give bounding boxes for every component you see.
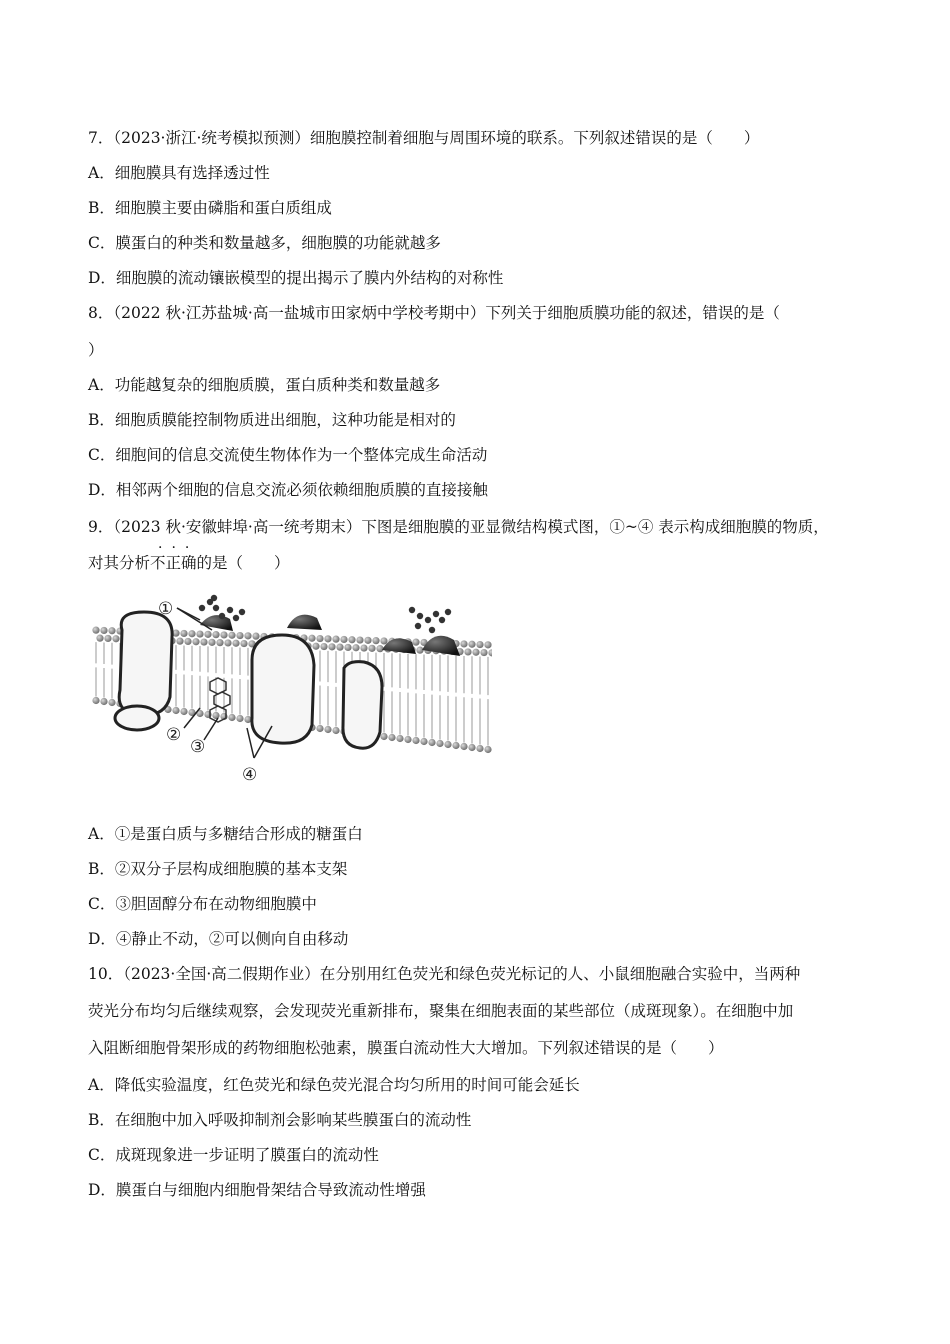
q9-stem-line1: 9．（2023 秋·安徽蚌埠·高一统考期末）下图是细胞膜的亚显微结构模式图，①~④ 表示构成细胞膜的物质， <box>88 518 829 536</box>
q10-stem-line2: 荧光分布均匀后继续观察，会发现荧光重新排布，聚集在细胞表面的某些部位（成斑现象）。在细胞中加 <box>88 1002 794 1020</box>
q10-option-b: B．在细胞中加入呼吸抑制剂会影响某些膜蛋白的流动性 <box>88 1111 472 1129</box>
q9-stem-line2: 对其分析不正确的是（ ） <box>88 554 290 572</box>
q8-option-b: B．细胞质膜能控制物质进出细胞，这种功能是相对的 <box>88 411 456 429</box>
q7-option-b: B．细胞膜主要由磷脂和蛋白质组成 <box>88 199 332 217</box>
emphasis-dots: ··· <box>158 540 199 556</box>
q7-option-c: C．膜蛋白的种类和数量越多，细胞膜的功能就越多 <box>88 234 441 252</box>
q8-option-d: D．相邻两个细胞的信息交流必须依赖细胞质膜的直接接触 <box>88 481 488 499</box>
q10-stem-line3: 入阻断细胞骨架形成的药物细胞松弛素，膜蛋白流动性大大增加。下列叙述错误的是（ ） <box>88 1039 724 1057</box>
q9-option-c: C．③胆固醇分布在动物细胞膜中 <box>88 895 317 913</box>
q9-option-b: B．②双分子层构成细胞膜的基本支架 <box>88 860 348 878</box>
q8-stem-line1: 8．（2022 秋·江苏盐城·高一盐城市田家炳中学校考期中）下列关于细胞质膜功能的叙述，错误的是（ <box>88 304 780 322</box>
sugar-chains <box>199 595 451 633</box>
q10-stem-line1: 10．（2023·全国·高二假期作业）在分别用红色荧光和绿色荧光标记的人、小鼠细胞融合实验中，当两种 <box>88 965 801 983</box>
q8-option-c: C．细胞间的信息交流使生物体作为一个整体完成生命活动 <box>88 446 488 464</box>
q7-stem: 7．（2023·浙江·统考模拟预测）细胞膜控制着细胞与周围环境的联系。下列叙述错误的是（ ） <box>88 129 760 147</box>
cell-membrane-figure <box>92 590 492 790</box>
q7-option-a: A．细胞膜具有选择透过性 <box>88 164 270 182</box>
q10-option-a: A．降低实验温度，红色荧光和绿色荧光混合均匀所用的时间可能会延长 <box>88 1076 580 1094</box>
q8-stem-line2: ） <box>88 341 104 359</box>
q9-option-d: D．④静止不动，②可以侧向自由移动 <box>88 930 349 948</box>
label-2: ② <box>166 725 182 745</box>
q9-option-a: A．①是蛋白质与多糖结合形成的糖蛋白 <box>88 825 363 843</box>
label-1: ① <box>158 599 174 619</box>
q10-option-c: C．成斑现象进一步证明了膜蛋白的流动性 <box>88 1146 379 1164</box>
label-4: ④ <box>242 765 258 785</box>
q8-option-a: A．功能越复杂的细胞质膜，蛋白质种类和数量越多 <box>88 376 441 394</box>
q10-option-d: D．膜蛋白与细胞内细胞骨架结合导致流动性增强 <box>88 1181 426 1199</box>
q7-option-d: D．细胞膜的流动镶嵌模型的提出揭示了膜内外结构的对称性 <box>88 269 504 287</box>
label-3: ③ <box>190 737 206 757</box>
